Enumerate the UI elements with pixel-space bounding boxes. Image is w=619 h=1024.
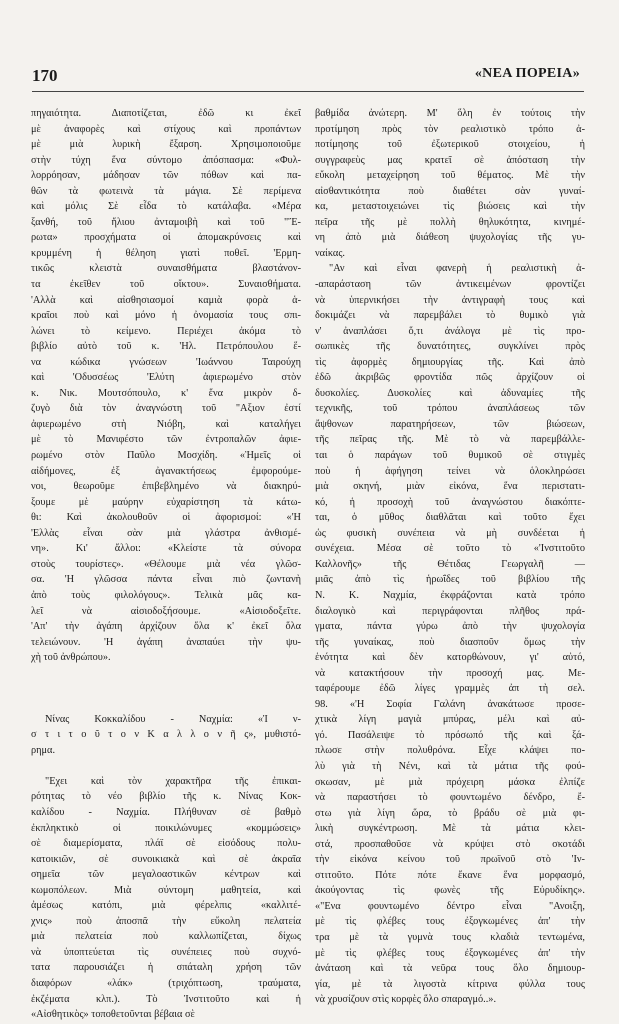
text-line: πηγαιότητα. Διαποτίζεται, ἐδῶ κι ἐκεῖ — [31, 108, 301, 119]
left-paragraph-1 — [31, 106, 301, 666]
text-line: μὲ ἀναφορὲς καὶ στίχους καὶ προπάντων — [31, 123, 301, 135]
text-line: ταφέρουμε ἐδῶ λίγες γραμμὲς ἀπ τὴ σελ. — [315, 683, 585, 695]
text-line: συνέχεια. Μέσα σὲ τοῦτο τὸ «'Ινστιτοῦτο — [315, 543, 585, 555]
text-line: αἰδήμονες, ἐξ ἀγανακτήσεως ἐμφορούμε- — [31, 465, 301, 477]
text-line: τὴν εἰκόνα κείνου τοῦ πρωϊνοῦ στὸ 'Ιν- — [315, 854, 585, 866]
running-header — [32, 66, 580, 88]
text-line: θῶν τὰ φωτεινὰ τὰ μάγια. Σὲ περίμενα — [31, 185, 301, 197]
text-line: στά, προσπαθοῦσε νὰ κρύψει στὸ σκοτάδι — [315, 838, 585, 850]
text-line: μὲ τὸ Μανιφέστο τῶν ἐντροπαλῶν ἀφιε- — [31, 434, 301, 446]
text-line: 'Απ' τὴν ἀγάπη ἀρχίζουν ὅλα κ' ἐκεῖ ὅλα — [31, 621, 301, 633]
text-line: ποὺ ἡ ἀφήγηση τείνει νὰ ὁλοκληρώσει — [315, 465, 585, 477]
text-line: ν' ἀναπλάσει ὅ,τι ἀνάλογα μὲ τὶς προ- — [315, 325, 585, 337]
text-line: σὲ διαμερίσματα, πλάϊ σὲ εἰσόδους πολυ- — [31, 838, 301, 850]
text-line: ἀπὸ τοὺς φιλολόγους». Τελικὰ μᾶς κα- — [31, 589, 301, 601]
text-line: τὶς ἀφορμὲς δημιουργίας τῆς. Καὶ ἀπὸ — [315, 356, 585, 368]
text-line: τεχνικῆς, τοῦ τρόπου ἀναπλάσεως τῶν — [315, 403, 585, 415]
text-line: "Αν καὶ εἶναι φανερὴ ἡ ρεαλιστικὴ ἀ- — [329, 263, 585, 275]
text-line: κα, μεταστοιχειώνει τὶς βιώσεις καὶ τὴν — [315, 201, 585, 213]
text-line: τελειώνουν. 'Η ἀγάπη ἀναπαύει τὴν ψυ- — [31, 636, 301, 648]
text-line: τῆς γυναίκας, ποὺ διασποῦν ὅμως τὴν — [315, 636, 585, 648]
text-line: Νίνας Κοκκαλίδου - Ναχμία: «Ἰ ν- — [45, 713, 301, 725]
text-line: θι: Καὶ ἀκολουθοῦν οἱ ἀφορισμοί: «'Η — [31, 512, 301, 524]
text-line: ἀκούγοντας τὶς φωνὲς τῆς Εὐρυδίκης». — [315, 885, 585, 897]
text-line: λώνει τὸ κείμενο. Περιέχει ἀκόμα τὸ — [31, 325, 301, 337]
text-line: διαλογικὸ καὶ περιγράφονται πλῆθος πρά- — [315, 605, 585, 617]
text-line: νὰ παραστήσει τὸ φουντωμένο δένδρο, ἔ- — [315, 792, 585, 804]
text-line: δυσκολίες. Δυσκολίες καὶ ἀδυναμίες τῆς — [315, 387, 585, 399]
text-line: μὲ τὶς φλέβες τους ἐξογκωμένες ἀπ' τὴν — [315, 947, 585, 959]
text-line: ἐδῶ ἀκριβῶς φροντίδα πῶς ἀρχίζουν οἱ — [315, 372, 585, 384]
text-line: Καλλονῆς» τῆς Θέτιδας Γεωργαλῆ — — [315, 558, 585, 570]
text-line: προτίμηση πρὸς τὸν ρεαλιστικὸ τρόπο ἀ- — [315, 123, 585, 135]
text-line: εὔκολη μεταχείρηση τοῦ θέματος. Μὲ τὴν — [315, 170, 585, 182]
text-line: μιὰ σκηνή, μιὰν εἰκόνα, ἕνα περιστατι- — [315, 481, 585, 493]
text-line: κό, ἡ προσοχὴ τοῦ ἀναγνώστου διακόπτε- — [315, 496, 585, 508]
text-line: νοι, θεωροῦμε ἐπιβεβλημένο νὰ διακηρύ- — [31, 481, 301, 493]
text-line: ἄψθονων παρατηρήσεων, τῶν βιώσεων, — [315, 418, 585, 430]
text-line: ἐκπληκτικὸ οἱ ποικιλώνυμες «κομμώσεις» — [31, 822, 301, 834]
text-line: ξανθή, τοῦ ἥλιου ἀνταμοιβὴ καὶ τοῦ "Ἔ- — [31, 216, 301, 228]
text-line: στὴν τύχη ἕνα σύντομο ἀπόσπασμα: «Φυλ- — [31, 154, 301, 166]
text-line: τῆς πεῖρας τῆς. Μὲ τὸ νὰ παρεμβάλλε- — [315, 434, 585, 446]
text-line: χὴ τοῦ ἀνθρώπου». — [31, 652, 111, 664]
text-line: τα ἐκεῖθεν τοῦ οἴκτου». Συναισθήματα. — [31, 279, 301, 291]
text-line: μὲ τὶς φλέβες τους ἐξογκωμένες ἀπ' τὴν — [315, 916, 585, 928]
right-paragraph-1 — [315, 106, 585, 261]
text-line: δοκιμάζει νὰ παρεμβάλει τὸ θυμικὸ γιὰ — [315, 310, 585, 322]
text-line: νη». Κι' ἄλλοι: «Κλείστε τὰ σύνορα — [31, 543, 301, 555]
page-number: 170 — [32, 66, 58, 85]
text-line: νὰ ὑπερνικήσει τὴν ἀντιγραφὴ τους καὶ — [315, 294, 585, 306]
text-line: ποτίμησης τοῦ ἐξωτερικοῦ στοιχείου, ἡ — [315, 139, 585, 151]
text-line: στιτοῦτο. Πότε πότε ἔκανε ἕνα μορφασμό, — [315, 869, 585, 881]
text-line: πλωσε στὴν πολυθρόνα. Εἶχε κλάψει πο- — [315, 745, 585, 757]
text-line: λὺ γιὰ τὴ Νένι, καὶ τὰ μάτια τῆς φού- — [315, 760, 585, 772]
text-line: ρότητας τὸ νέο βιβλίο τῆς κ. Νίνας Κοκ- — [31, 791, 301, 803]
text-line: ται ὁ παράγων τοῦ θυμικοῦ σὲ στιγμὲς — [315, 450, 585, 462]
text-line: καὶ 'Οδυσσέως 'Ελύτη ἀφιερωμένο στὸν — [31, 372, 301, 384]
header-rule — [32, 91, 584, 92]
text-line: σημεῖα τῶν μεγαλοαστικῶν κέντρων καὶ — [31, 869, 301, 881]
text-line: να κώδικα γνώσεων 'Ιωάννου Ταιρούχη — [31, 356, 301, 368]
journal-title: «ΝΕΑ ΠΟΡΕΙΑ» — [474, 66, 580, 81]
text-line: ξουμε μὲ μαύρην εὐχαρίστηση τὰ κάτω- — [31, 496, 301, 508]
text-line: βιβλίο αὐτὸ τοῦ κ. 'Ηλ. Πετρόπουλου ἕ- — [31, 341, 301, 353]
text-line: σκωσαν, μὲ μιὰ πρόχειρη μάσκα ἐλπίζε — [315, 776, 585, 788]
text-line: νὰ κατακτήσουν τὴν προσοχή μας. Με- — [315, 667, 585, 679]
text-line: ἀφιερωμένο στὴ Νιόβη, καὶ καταλήγει — [31, 418, 301, 430]
text-line: στοὺς τουρίστες». «Θέλουμε μιὰ νέα γλῶσ- — [31, 558, 301, 570]
text-line: βαθμίδα ἀνώτερη. Μ' ὅλη ἐν τούτοις τὴν — [315, 108, 585, 119]
text-line: Ν. Κ. Ναχμία, ἐκφράζονται κατὰ τρόπο — [315, 589, 585, 601]
text-line: 98. «'Η Σοφία Γαλάνη ἀνακάτωσε προσε- — [315, 698, 585, 710]
text-line: κραῖοι ποὺ καὶ μόνο ἡ ὀνομασία τους σπι- — [31, 310, 301, 322]
text-line: ἐκζέματα κλπ.). Τὸ Ἰνστιτοῦτο καὶ ἡ — [31, 993, 301, 1005]
text-line: πεῖρα τῆς μὲ πολλὴ θηλυκότητα, κινημέ- — [315, 216, 585, 228]
text-line: ἀμέσως κατόπι, μιὰ φέρελπις «καλλιτέ- — [31, 900, 301, 912]
text-line: λορρόησαν, μάδησαν τῶν πόθων καὶ πα- — [31, 170, 301, 182]
text-line: 'Αλλὰ καὶ αἰσθησιασμοί καμιὰ φορὰ ἁ- — [31, 294, 301, 306]
text-line: 'Ελλὰς εἶναι σὰν μιὰ γλάστρα ἀνθισμέ- — [31, 527, 301, 539]
text-line: ὡς φυσικὴ συνέπεια νὰ μὴ συνδέεται ἡ — [315, 527, 585, 539]
review-heading — [31, 712, 301, 759]
text-line: μιᾶς ἀπὸ τὶς ἡρωΐδες τοῦ βιβλίου τῆς — [315, 574, 585, 586]
text-line: ται, ὁ μῦθος διαθλᾶται καὶ τοῦτο ἔχει — [315, 512, 585, 524]
text-line: τικῶς κλειστὰ συναισθήματα βλαστάνον- — [31, 263, 301, 275]
text-line: ρωτα» προσχήματα οἱ ἀπομακρύνσεις καὶ — [31, 232, 301, 244]
text-line: κρυμμένη ἡ θέληση γιατὶ ποθεῖ. 'Ερμη- — [31, 247, 301, 259]
text-line: χτικὰ λίγη μαγιὰ μπύρας, μέλι καὶ αὐ- — [315, 714, 585, 726]
text-line: ἀνάταση καὶ τὰ νεῦρα τους ὅλο δημιουρ- — [315, 963, 585, 975]
text-line: μὲ μιὰ λυρικὴ ἔξαρση. Χρησιμοποιοῦμε — [31, 139, 301, 151]
text-line: λεῖ νὰ αἰσιοδοξήσουμε. «Αἰσιοδοξεῖτε. — [31, 605, 301, 617]
text-line: καὶ μόλις Σὲ εἶδα τὸ κατάλαβα. «Μέρα — [31, 201, 301, 213]
text-line: ρημα. — [31, 744, 56, 756]
text-line: καλίδου - Ναχμία. Πλήθυναν σὲ βαθμὸ — [31, 806, 301, 818]
text-line: "Εχει καὶ τὸν χαρακτῆρα τῆς ἐπικαι- — [45, 775, 301, 787]
text-line: κωμοπόλεων. Μιὰ σύντομη μαθητεία, καὶ — [31, 884, 301, 896]
text-line: τρα μὲ τὰ γυμνὰ τους κλαδιὰ τεντωμένα, — [315, 931, 585, 943]
text-line: ζυγὸ διὰ τὸν ἀναγνώστη τοῦ "Αξιον ἐστί — [31, 403, 301, 415]
text-line: κ. Νικ. Μουτσόπουλο, κ' ἕνα μικρὸν δ- — [31, 387, 301, 399]
text-line: σα. 'Η γλῶσσα πάντα εἶναι πιὸ ζωντανὴ — [31, 574, 301, 586]
text-line: ναίκας. — [315, 247, 345, 259]
text-line: γματα, πάντα γύρω ἀπὸ τὴν ψυχολογία — [315, 621, 585, 633]
text-line: σωπικὲς τῆς δυνατότητες, συγκλίνει πρὸς — [315, 341, 585, 353]
text-line: -απαράσταση τῶν ἀντικειμένων φροντίζει — [315, 279, 585, 291]
text-line: νη ἀπὸ μιὰ διάθεση ψυχολογίας τῆς γυ- — [315, 232, 585, 244]
text-line: λικὴ συγκέντρωση. Μὲ τὰ μάτια κλει- — [315, 823, 585, 835]
text-line: ἑνότητα καὶ δὲν κατορθώνουν, γι' αὐτό, — [315, 652, 585, 664]
text-line: γό. Πασάλειψε τὸ πρόσωπό τῆς καὶ ξά- — [315, 729, 585, 741]
text-line: «"Ενα φουντωμένο δέντρο εἶναι "Ανοιξη, — [315, 900, 585, 912]
right-column — [315, 106, 585, 1008]
left-column — [31, 106, 301, 1023]
text-line: χνις» ποὺ ἀποσπᾶ τὴν εὔκολη πελατεία — [31, 915, 301, 927]
right-paragraph-2 — [315, 261, 585, 1007]
text-line: ρωμένο στὸν Παῦλο Μοσχίδη. «Ἡμεῖς οἱ — [31, 450, 301, 462]
text-line: αἰσθαντικότητα ποὺ διαθέτει σὰν γυναί- — [315, 185, 585, 197]
text-line: μιὰ πελατεία ποὺ καλλωπίζεται, δίχως — [31, 931, 301, 943]
text-line: «Αἰσθητικὸς» τοποθετοῦνται βέβαια σὲ — [31, 1009, 195, 1021]
text-line: σ τ ι τ ο ῦ τ ο ν Κ α λ λ ο ν ῆ ς», μυθιστό- — [31, 729, 301, 741]
text-line: στω γιὰ λίγη ὥρα, τὸ βράδυ σὲ μιὰ φι- — [315, 807, 585, 819]
left-paragraph-2 — [31, 774, 301, 1023]
text-line: συγγραφεὺς μας κρατεῖ σὲ ἀπόσταση τὴν — [315, 154, 585, 166]
text-line: γία, μὲ τὰ λιγοστὰ κίτρινα φύλλα τους — [315, 978, 585, 990]
text-line: νὰ χρυσίζουν στὶς κορφὲς ὅλο σπαραγμό..». — [315, 994, 497, 1006]
text-line: τατα παρουσιάζει ἡ σπάταλη χρήση τῶν — [31, 962, 301, 974]
text-line: κατοικιῶν, σὲ συνοικιακὰ καὶ σὲ ἀκραῖα — [31, 853, 301, 865]
text-line: διαφόρων «λάκ» (τριχόπτωση, τραύματα, — [31, 977, 301, 989]
text-line: νὰ ὑποπτεύεται τὶς συνέπειες ποὺ συχνό- — [31, 946, 301, 958]
